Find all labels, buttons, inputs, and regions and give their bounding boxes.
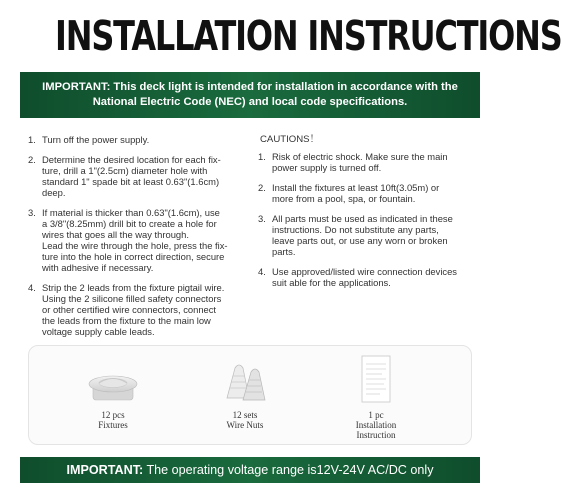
step-line: the leads from the fixture to the main low xyxy=(42,315,211,326)
banner-line-2: National Electric Code (NEC) and local code specifications. xyxy=(92,96,408,108)
step-number: 4. xyxy=(28,282,36,293)
product-wire-nuts xyxy=(190,354,300,430)
step-line: Strip the 2 leads from the fixture pigtail wire. xyxy=(42,282,225,293)
caution-line: parts. xyxy=(272,246,296,257)
step-line: deep. xyxy=(42,187,66,198)
step-item xyxy=(28,207,250,273)
product-name: Wire Nuts xyxy=(226,420,264,430)
caution-line: instructions. Do not substitute any parts, xyxy=(272,224,439,235)
product-qty: 12 sets xyxy=(232,410,258,420)
cautions-heading: CAUTIONS！ xyxy=(260,134,320,145)
product-qty: 1 pc xyxy=(368,410,384,420)
step-text xyxy=(42,207,250,273)
banner-text: The operating voltage range is12V-24V AC/DC only xyxy=(143,463,434,477)
cautions-column xyxy=(258,134,480,297)
banner-lead: IMPORTANT: xyxy=(42,81,111,93)
caution-text xyxy=(272,266,480,288)
instruction-sheet-icon xyxy=(356,354,396,406)
product-caption xyxy=(58,410,168,430)
caution-line: Risk of electric shock. Make sure the main xyxy=(272,151,448,162)
step-line: Lead the wire through the hole, press the fix- xyxy=(42,240,228,251)
caution-number: 2. xyxy=(258,182,266,193)
step-line: Turn off the power supply. xyxy=(42,134,150,145)
caution-text xyxy=(272,151,480,173)
caution-line: Use approved/listed wire connection devices xyxy=(272,266,457,277)
step-text xyxy=(42,154,250,198)
step-item xyxy=(28,154,250,198)
product-caption xyxy=(190,410,300,430)
caution-item xyxy=(258,213,480,257)
step-line: voltage supply cable leads. xyxy=(42,326,155,337)
banner-text: This deck light is intended for installation in accordance with the xyxy=(110,81,458,93)
step-item xyxy=(28,134,250,145)
step-line: a 3/8"(8.25mm) drill bit to create a hole for xyxy=(42,218,217,229)
product-fixtures xyxy=(58,354,168,430)
step-line: standard 1" spade bit at least 0.63"(1.6cm) xyxy=(42,176,220,187)
step-number: 2. xyxy=(28,154,36,165)
caution-number: 4. xyxy=(258,266,266,277)
caution-number: 1. xyxy=(258,151,266,162)
step-line: If material is thicker than 0.63"(1.6cm), use xyxy=(42,207,220,218)
caution-text xyxy=(272,182,480,204)
caution-item xyxy=(258,182,480,204)
step-line: ture into the hole in correct direction, secure xyxy=(42,251,225,262)
product-instruction xyxy=(321,354,431,440)
caution-item xyxy=(258,266,480,288)
important-banner-top xyxy=(20,72,480,118)
caution-item xyxy=(258,151,480,173)
caution-line: All parts must be used as indicated in these xyxy=(272,213,453,224)
caution-line: power supply is turned off. xyxy=(272,162,382,173)
page-title: INSTALLATION INSTRUCTIONS xyxy=(55,12,562,60)
banner-lead: IMPORTANT: xyxy=(66,463,144,477)
step-number: 3. xyxy=(28,207,36,218)
step-text xyxy=(42,282,250,337)
step-line: or other certified wire connectors, connect xyxy=(42,304,217,315)
product-qty: 12 pcs xyxy=(101,410,125,420)
banner-line-1 xyxy=(20,80,480,95)
caution-text xyxy=(272,213,480,257)
step-line: with adhesive if necessary. xyxy=(42,262,154,273)
wire-nuts-icon xyxy=(217,354,273,406)
product-name: Installation xyxy=(355,420,397,430)
product-name: Instruction xyxy=(356,430,396,440)
product-caption xyxy=(321,410,431,440)
step-line: ture, drill a 1"(2.5cm) diameter hole with xyxy=(42,165,208,176)
step-line: Using the 2 silicone filled safety connectors xyxy=(42,293,222,304)
caution-line: leave parts out, or use any worn or broken xyxy=(272,235,448,246)
step-item xyxy=(28,282,250,337)
important-banner-bottom xyxy=(20,457,480,483)
package-contents-box xyxy=(28,345,472,445)
caution-line: Install the fixtures at least 10ft(3.05m) or xyxy=(272,182,440,193)
step-line: wires that goes all the way through. xyxy=(42,229,189,240)
fixture-icon xyxy=(85,354,141,406)
step-number: 1. xyxy=(28,134,36,145)
steps-column xyxy=(28,134,250,346)
caution-number: 3. xyxy=(258,213,266,224)
step-line: Determine the desired location for each fix- xyxy=(42,154,221,165)
product-name: Fixtures xyxy=(98,420,128,430)
step-text xyxy=(42,134,250,145)
caution-line: more from a pool, spa, or fountain. xyxy=(272,193,416,204)
caution-line: suit able for the applications. xyxy=(272,277,391,288)
